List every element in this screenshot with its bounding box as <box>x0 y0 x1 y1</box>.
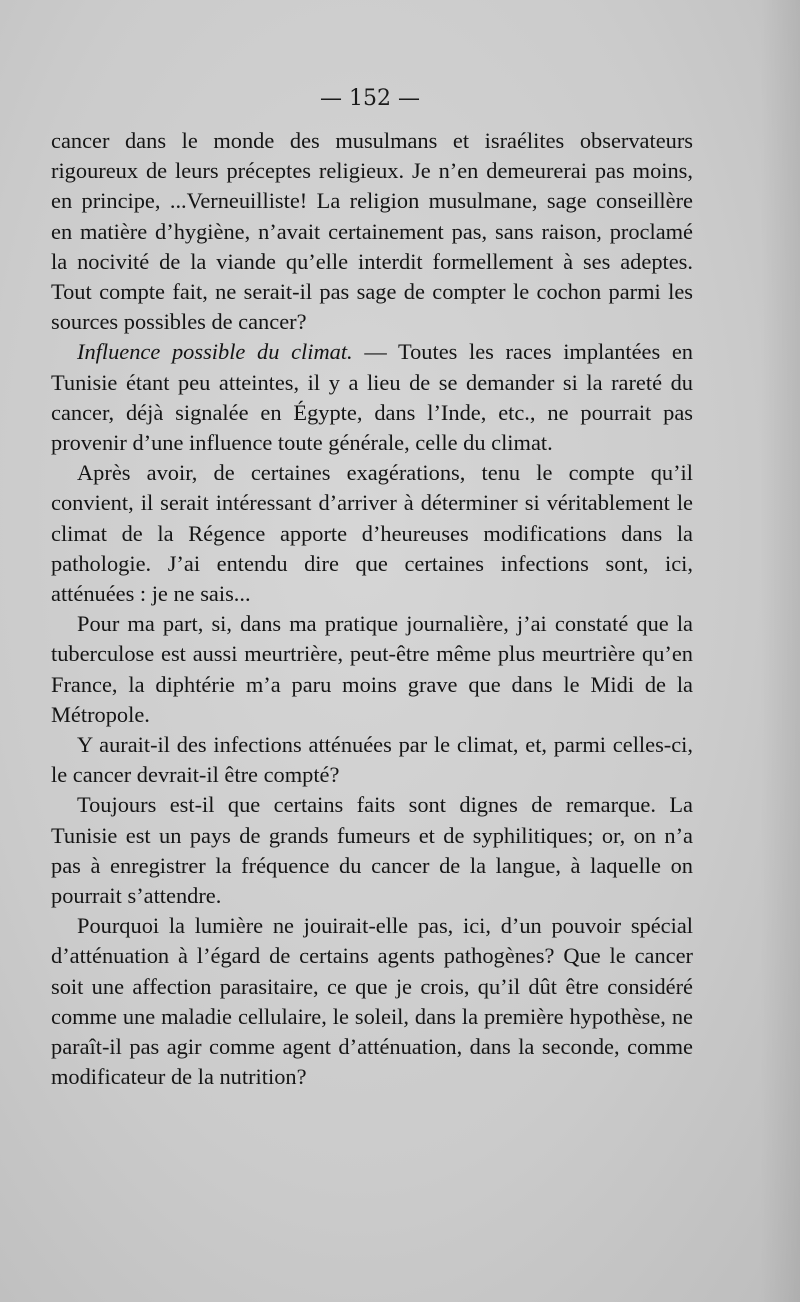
paragraph-2 <box>51 337 693 458</box>
body-text <box>51 126 693 1093</box>
paragraph-3-text: Après avoir, de certaines exagérations, tenu le compte qu’il convient, il serait intéressant d’arriver à déterminer si véritablement le climat de la Régence apporte d’heureuses modifications dans la pathologie. J’ai entendu dire que certaines infections sont, ici, atténuées : je ne sais... <box>51 460 693 607</box>
paragraph-7-text: Pourquoi la lumière ne jouirait-elle pas, ici, d’un pouvoir spécial d’atténuation à l’égard de certains agents pathogènes? Que le cancer soit une affection parasitaire, ce que je crois, qu’il dût être considéré comme une maladie cellulaire, le soleil, dans la première hypothèse, ne paraît-il pas agir comme agent d’atténuation, dans la seconde, comme modificateur de la nutrition? <box>51 913 693 1090</box>
paragraph-4-text: Pour ma part, si, dans ma pratique journalière, j’ai constaté que la tuberculose est aussi meurtrière, peut-être même plus meurtrière qu’en France, la diphtérie m’a paru moins grave que dans le Midi de la Métropole. <box>51 611 693 727</box>
page-number: — 152 — <box>320 86 420 111</box>
section-heading-climate: Influence possible du climat. <box>77 339 353 365</box>
paragraph-1 <box>51 126 693 337</box>
paragraph-4 <box>51 609 693 730</box>
paragraph-5-text: Y aurait-il des infections atténuées par le climat, et, parmi celles-ci, le cancer devrait-il être compté? <box>51 732 693 788</box>
paragraph-3 <box>51 458 693 609</box>
paragraph-7 <box>51 911 693 1092</box>
paragraph-1-text: cancer dans le monde des musulmans et israélites observateurs rigoureux de leurs préceptes religieux. Je n’en demeurerai pas moins, en principe, ...Verneuilliste! La religion musulmane, sage conseillère en matière d’hygiène, n’avait certainement pas, sans raison, proclamé la nocivité de la viande qu’elle interdit formellement à ses adeptes. Tout compte fait, ne serait-il pas sage de compter le cochon parmi les sources possibles de cancer? <box>51 128 693 335</box>
paragraph-6-text: Toujours est-il que certains faits sont dignes de remarque. La Tunisie est un pays de grands fumeurs et de syphilitiques; or, on n’a pas à enregistrer la fréquence du cancer de la langue, à laquelle on pourrait s’attendre. <box>51 792 693 909</box>
paragraph-6 <box>51 790 693 911</box>
paragraph-5 <box>51 730 693 790</box>
paragraph-2-text: — Toutes les races implantées en Tunisie étant peu atteintes, il y a lieu de se demander si la rareté du cancer, déjà signalée en Égypte, dans l’Inde, etc., ne pourrait pas provenir d’une influence toute générale, celle du climat. <box>51 339 693 456</box>
